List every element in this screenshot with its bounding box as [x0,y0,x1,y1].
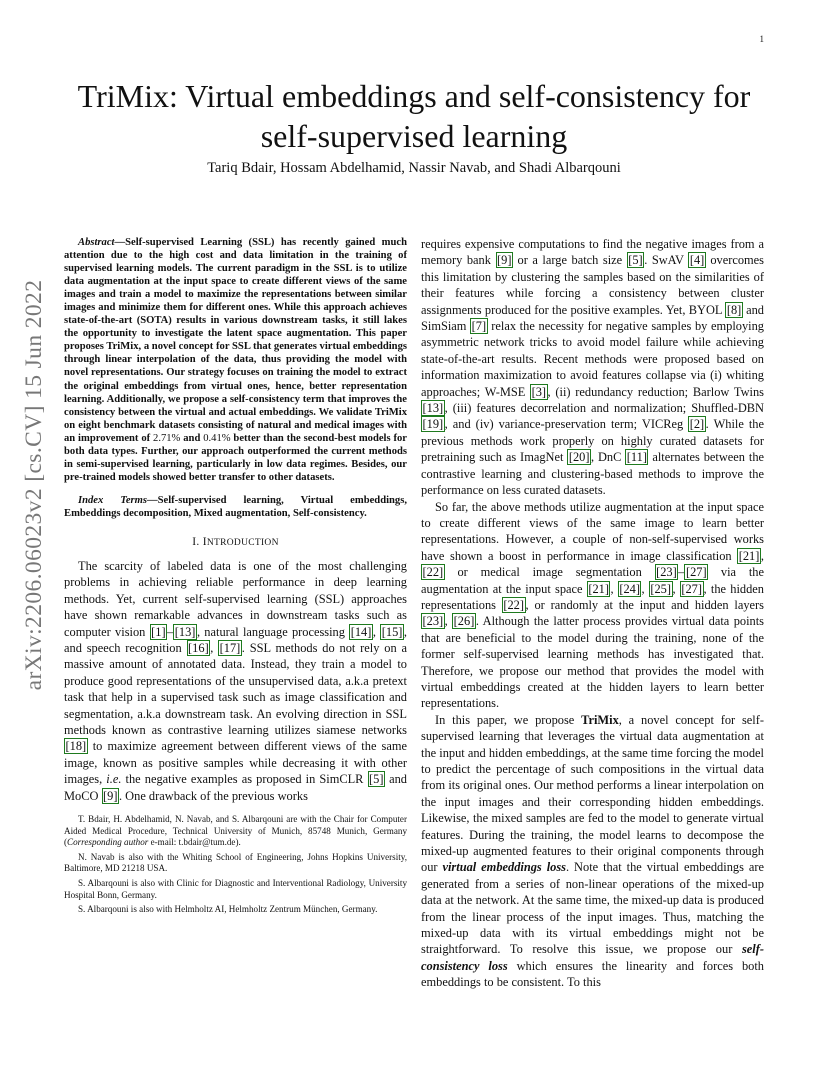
intro-paragraph [64,558,407,804]
index-terms-label: Index Terms [78,494,148,506]
body-text: , (ii) redundancy reduction; Barlow Twins [547,384,764,399]
footnote-text: e-mail: t.bdair@tum.de). [148,837,241,848]
section-heading: I. INTRODUCTION [192,535,279,548]
citation-link[interactable]: [15] [381,624,403,639]
paper-title: TriMix: Virtual embeddings and self-consistency for self-supervised learning [77,78,751,154]
body-text: to maximize agreement between different views of the same image, known as positive samples while decreasing it with other images, [64,739,407,787]
citation-link[interactable]: [22] [503,597,525,612]
body-text: , (iii) features decorrelation and normalization; Shuffled-DBN [444,401,764,416]
footnote: S. Albarqouni is also with Clinic for Diagnostic and Interventional Radiology, University Hospital Bonn, Germany. [64,878,407,900]
body-text: , [672,581,680,596]
body-text: i.e. [106,772,122,787]
citation-link[interactable]: [13] [422,401,444,416]
body-text: . SSL methods do not rely on a massive amount of annotated data. Instead, they train a model to produce good representations of the unsupervised data, a.k.a pretext task that help in a supervised task such as image classification and segmentation, a.k.a downstream task. An evolving direction in SSL methods known as contrastive learning utilizes siamese networks [64,641,407,738]
body-text: In this paper, we propose [435,712,582,727]
abstract-number: 0.41% [203,432,231,444]
citation-link[interactable]: [1] [151,624,166,639]
citation-link[interactable]: [5] [628,253,643,268]
body-text: relax the necessity for negative samples by employing asymmetric network tricks to avoid model failure while achieving state-of-the-art results. Recent methods were proposed based on information maximization to avoid features collapse via (i) whiting approaches; W-MSE [421,319,765,399]
citation-link[interactable]: [26] [453,614,475,629]
citation-link[interactable]: [27] [681,581,703,596]
citation-link[interactable]: [17] [219,641,241,656]
body-text: alternates between the contrastive learning and clustering-based methods to improve the performance on less curated datasets. [421,450,765,498]
body-text: – [167,624,174,639]
body-text: the negative examples as proposed in SimCLR [121,772,368,787]
body-paragraph [421,236,764,499]
body-paragraph [421,712,764,991]
abstract-label: Abstract [78,237,115,248]
abstract [64,236,407,484]
body-text: , [210,641,219,656]
authors: Tariq Bdair, Hossam Abdelhamid, Nassir Navab, and Shadi Albarqouni [207,160,621,176]
body-text: So far, the above methods utilize augmentation at the input space to create different views of the same image to learn better representations. However, a couple of non-self-supervised works have shown a boost in performance in image classification [421,499,764,563]
body-text: , the hidden representations [421,581,764,612]
method-name: TriMix [581,712,619,727]
right-column [421,236,764,991]
body-text: . While the previous methods work properly on highly curated datasets for pretraining such as ImagNet [421,417,765,465]
body-text: , and (iv) variance-preservation term; VICReg [444,417,689,432]
citation-link[interactable]: [11] [626,450,647,465]
citation-link[interactable]: [13] [174,624,196,639]
citation-link[interactable]: [25] [650,581,671,596]
body-text: . Note that the virtual embeddings are generated from a series of non-linear operations of the mixed-up data at the network. At the same time, the mixed-up data is produced from the linear process of the input images. Thus, matching the mixed-up data with its virtual embeddings might not be straightforward. To resolve this issue, we propose our [421,860,764,957]
citation-link[interactable]: [9] [103,788,118,803]
body-text: , [610,581,618,596]
abstract-text: and [180,432,204,444]
body-text: , [444,614,453,629]
abstract-text: —Self-supervised Learning (SSL) has recently gained much attention due to the high cost and data limitation in the training of supervised learning models. The current paradigm in the SSL is to utilize data augmentation at the input space to create different views of the same images and train a model to maximize the representations between similar images and minimize them for different ones. While this approach achieves state-of-the-art (SOTA) results in various downstream tasks, it still lakes the opportunity to investigate the latent space augmentation. This paper proposes TriMix, a novel concept for SSL that generates virtual embeddings through linear interpolation of the data, thus providing the model with novel representations. Our strategy focuses on training the model to extract the original embeddings from virtual ones, hence, better representation learning. Additionally, we propose a self-consistency term that improves the consistency between the virtual and actual embeddings. We validate TriMix on eight benchmark datasets consisting of natural and medical images with an improvement of [64,237,407,444]
body-text: , [641,581,649,596]
citation-link[interactable]: [22] [422,565,444,580]
body-text: overcomes this limitation by clustering the samples based on the similarities of their features while forcing a consistency between cluster assignments produced for the positive examples. Yet, BYOL [421,253,764,317]
body-text: . SwAV [644,253,689,268]
body-text: The scarcity of labeled data is one of the most challenging problems in achieving reliable performance in deep learning methods. Yet, current self-supervised learning (SSL) approaches have shown remarkable advances in downstream tasks such as computer vision [64,558,407,639]
body-text: , [372,624,381,639]
citation-link[interactable]: [23] [422,614,444,629]
arxiv-stamp: arXiv:2206.06023v2 [cs.CV] 15 Jun 2022 [21,279,47,691]
body-text: or medical image segmentation [444,565,655,580]
body-text: requires expensive computations to find the negative images from a memory bank [421,237,764,268]
page-number: 1 [759,34,764,44]
citation-link[interactable]: [21] [738,548,760,563]
abstract-text: better than the second-best models for both data types. Further, our approach outperformed the current methods in semi-supervised learning, particularly in low data regimes. Besides, our pre-trained models showed better transfer to other datasets. [64,432,408,483]
citation-link[interactable]: [20] [568,450,590,465]
body-text: which ensures the linearity and forces both embeddings to be consistent. To this [421,958,764,990]
body-text: , a novel concept for self-supervised learning that leverages the virtual data augmentation at the input and hidden embeddings, at the same time forcing the model to predict the percentage of such compositions in the virtual data from its original ones. Our method performs a linear interpolation on the input images and their corresponding hidden embeddings. Likewise, the mixed samples are fed to the model to generate virtual features. During the training, the model learns to decompose the mixed-up augmented features to their original components through our [421,712,764,875]
footnote-text: T. Bdair, H. Abdelhamid, N. Navab, and S. Albarqouni are with the Chair for Computer Aided Medical Procedure, Technical University of Munich, 85748 Munich, Germany ( [64,814,407,848]
footnote: N. Navab is also with the Whiting School of Engineering, Johns Hopkins University, Baltimore, MD 21218 USA. [64,851,407,874]
emphasis-term: virtual embeddings loss [442,860,566,875]
left-column [64,236,407,919]
citation-link[interactable]: [19] [422,417,444,432]
citation-link[interactable]: [18] [65,739,87,754]
body-text: . One drawback of the previous works [118,788,308,803]
body-text: , DnC [590,450,626,465]
body-text: , or randomly at the input and hidden layers [525,597,764,612]
body-paragraph [421,499,764,712]
index-terms [64,494,407,520]
citation-link[interactable]: [4] [689,253,705,268]
citation-link[interactable]: [24] [619,581,640,596]
index-terms-text: —Self-supervised learning, Virtual embeddings, Embeddings decomposition, Mixed augmentation, Self-consistency. [64,494,407,519]
citation-link[interactable]: [21] [588,581,609,596]
citation-link[interactable]: [2] [689,417,705,432]
citation-link[interactable]: [5] [369,772,384,787]
body-text: and MoCO [64,772,407,803]
footnote-text: Corresponding author [67,837,149,848]
body-text: and SimSiam [421,302,764,334]
citation-link[interactable]: [9] [497,253,512,268]
footnotes [64,814,407,916]
emphasis-term: self-consistency loss [421,942,764,973]
body-text: – [678,565,685,580]
footnote: S. Albarqouni is also with Helmholtz AI, Helmholtz Zentrum München, Germany. [78,904,378,915]
citation-link[interactable]: [27] [685,565,707,580]
citation-link[interactable]: [14] [350,624,372,639]
body-text: , natural language processing [196,624,350,639]
abstract-number: 2.71% [153,432,181,444]
body-text: . Although the latter process provides virtual data points that are beneficial to the model during the training, none of the former self-supervised learning methods has investigated that. Therefore, we propose our method that provides the model with virtual embeddings created at the hidden layers to learn better representations. [421,614,765,711]
citation-link[interactable]: [3] [531,384,547,399]
citation-link[interactable]: [16] [188,641,209,656]
citation-link[interactable]: [23] [656,565,677,580]
body-text: via the augmentation at the input space [421,565,764,596]
citation-link[interactable]: [7] [471,319,487,334]
footnote [64,814,407,849]
body-text: , and speech recognition [64,624,408,656]
citation-link[interactable]: [8] [726,302,742,317]
body-text: , [760,548,764,563]
body-text: or a large batch size [512,253,627,268]
